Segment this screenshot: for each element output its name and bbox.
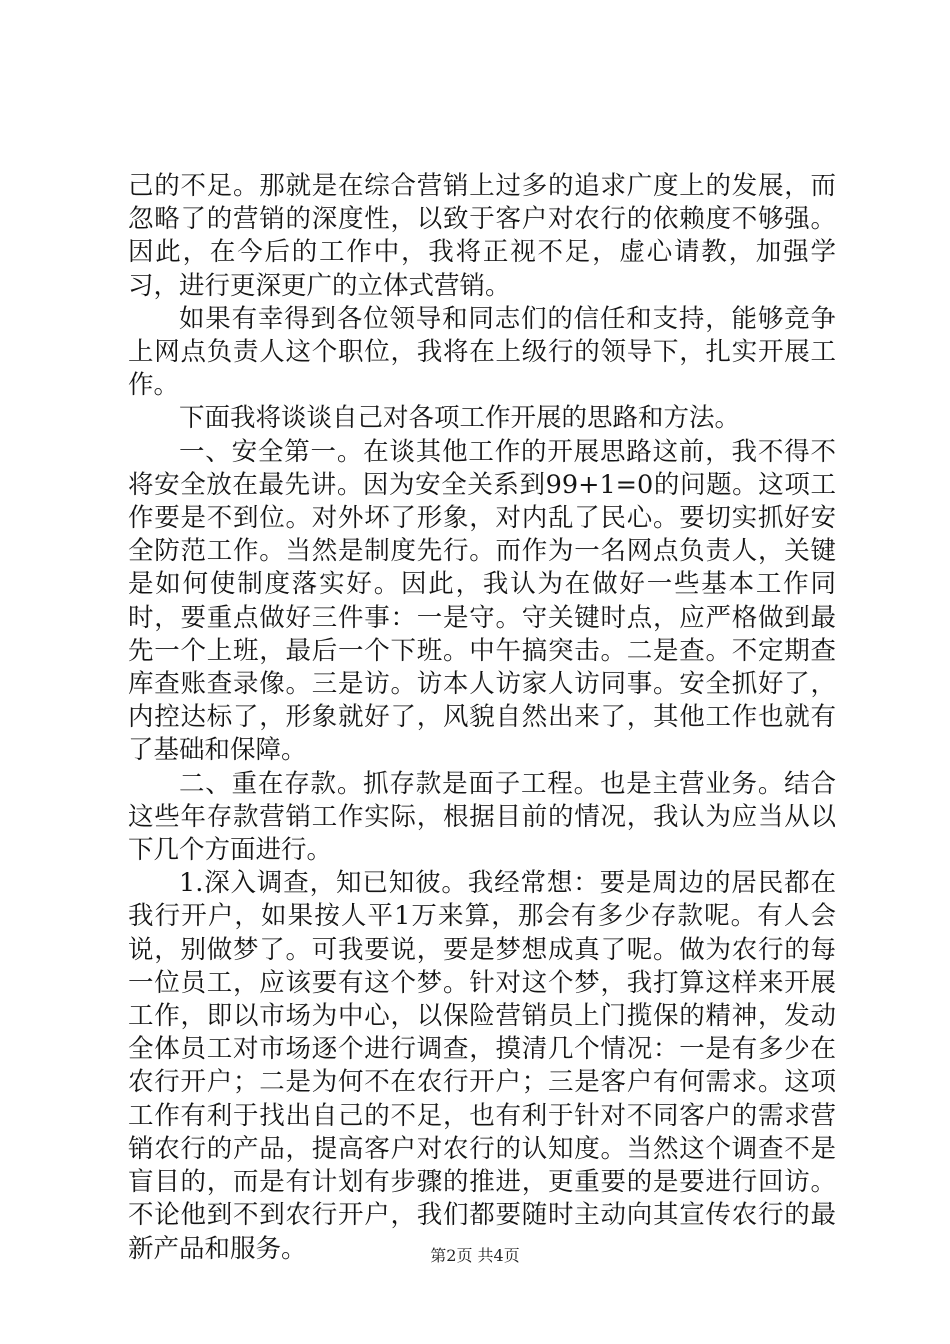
page-number-footer: 第2页 共4页 bbox=[430, 1246, 520, 1265]
paragraph-deposits: 二、重在存款。抓存款是面子工程。也是主营业务。结合这些年存款营销工作实际，根据目前的情况，我认为应当从以下几个方面进行。 bbox=[128, 768, 836, 866]
paragraph-continuation: 己的不足。那就是在综合营销上过多的追求广度上的发展，而忽略了的营销的深度性，以致于客户对农行的依赖度不够强。因此，在今后的工作中，我将正视不足，虚心请教，加强学习，进行更深更广的立体式营销。 bbox=[128, 171, 836, 301]
paragraph-safety-first: 一、安全第一。在谈其他工作的开展思路这前，我不得不将安全放在最先讲。因为安全关系到99+1=0的问题。这项工作要是不到位。对外坏了形象，对内乱了民心。要切实抓好安全防范工作。当然是制度先行。而作为一名网点负责人，关键是如何使制度落实好。因此，我认为在做好一些基本工作同时，要重点做好三件事：一是守。守关键时点，应严格做到最先一个上班，最后一个下班。中午搞突击。二是查。不定期查库查账查录像。三是访。访本人访家人访同事。安全抓好了，内控达标了，形象就好了，风貌自然出来了，其他工作也就有了基础和保障。 bbox=[128, 436, 836, 766]
paragraph-candidacy: 如果有幸得到各位领导和同志们的信任和支持，能够竞争上网点负责人这个职位，我将在上级行的领导下，扎实开展工作。 bbox=[128, 303, 836, 401]
document-body bbox=[128, 170, 836, 1266]
paragraph-intro-plan: 下面我将谈谈自己对各项工作开展的思路和方法。 bbox=[179, 403, 741, 434]
paragraph-investigation: 1.深入调查，知已知彼。我经常想：要是周边的居民都在我行开户，如果按人平1万来算，那会有多少存款呢。有人会说，别做梦了。可我要说，要是梦想成真了呢。做为农行的每一位员工，应该要有这个梦。针对这个梦，我打算这样来开展工作，即以市场为中心，以保险营销员上门揽保的精神，发动全体员工对市场逐个进行调查，摸清几个情况：一是有多少在农行开户；二是为何不在农行开户；三是客户有何需求。这项工作有利于找出自己的不足，也有利于针对不同客户的需求营销农行的产品，提高客户对农行的认知度。当然这个调查不是盲目的，而是有计划有步骤的推进，更重要的是要进行回访。不论他到不到农行开户，我们都要随时主动向其宣传农行的最新产品和服务。 bbox=[128, 868, 836, 1264]
